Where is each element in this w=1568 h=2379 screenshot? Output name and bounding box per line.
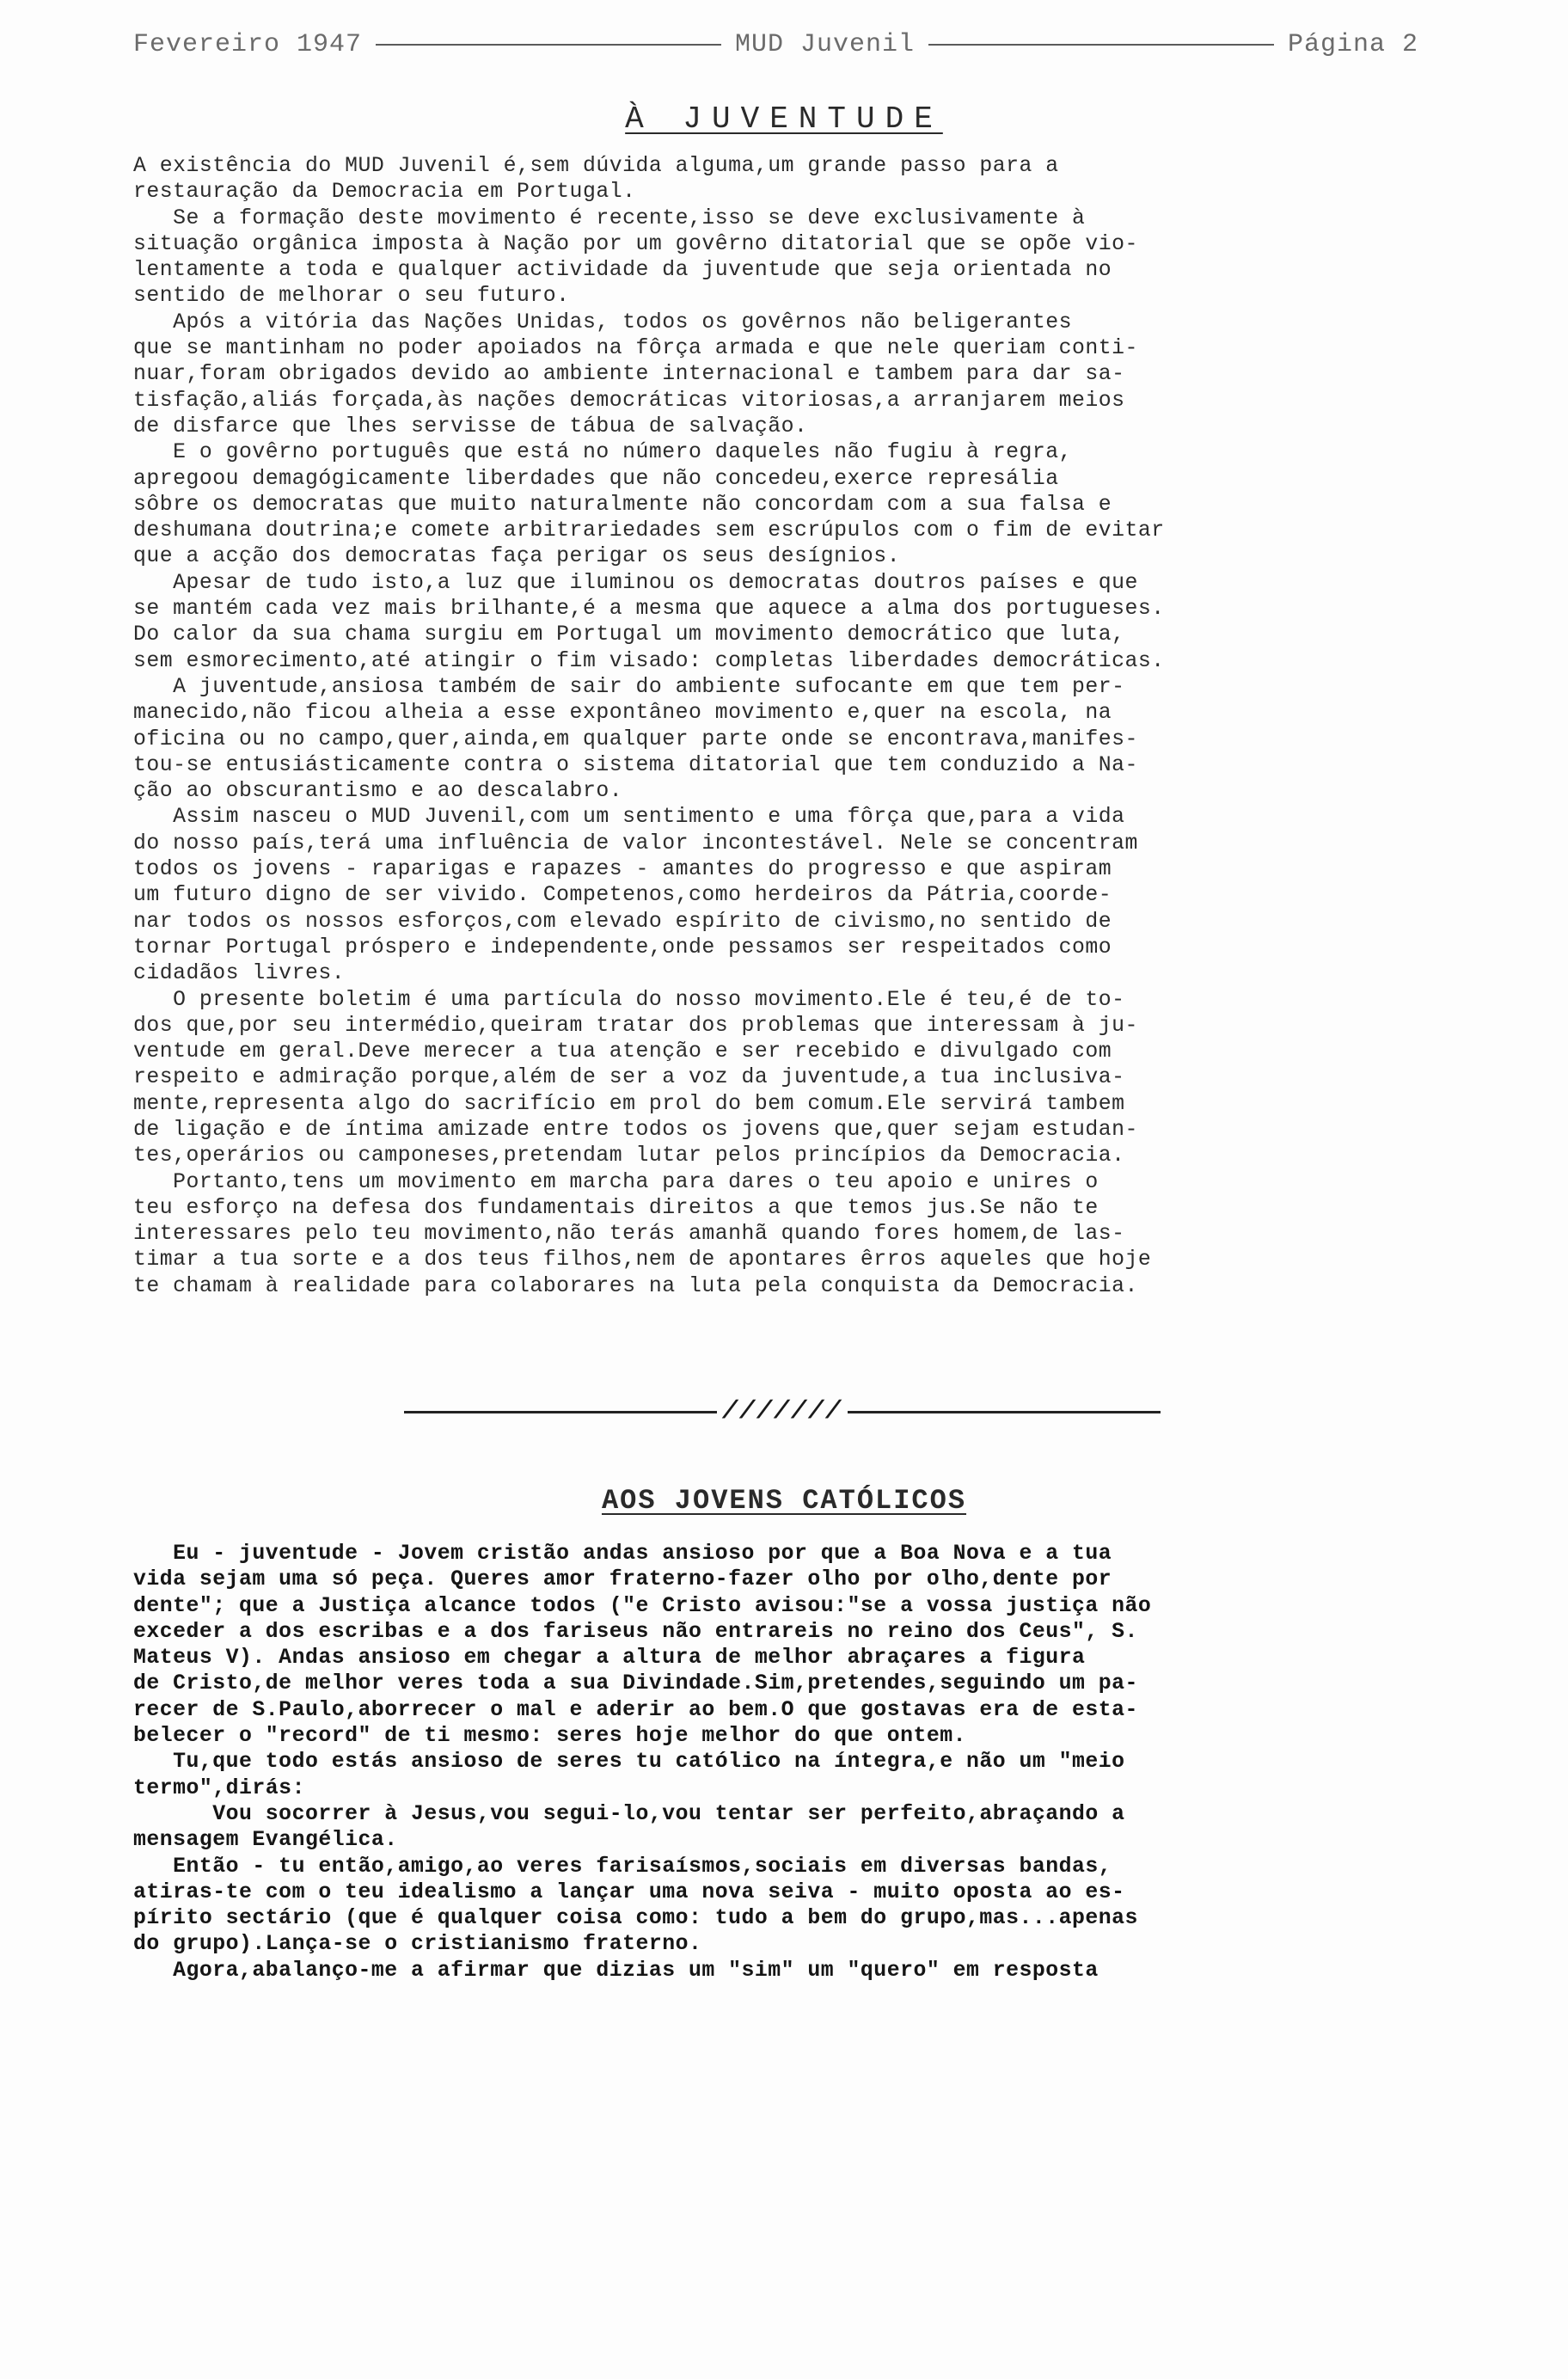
- article-title-jovens-catolicos: AOS JOVENS CATÓLICOS: [601, 1485, 967, 1517]
- separator-line-right: [848, 1411, 1161, 1413]
- header-rule-left: [376, 44, 721, 46]
- section-separator: [404, 1397, 1161, 1426]
- article-body-juventude: A existência do MUD Juvenil é,sem dúvida alguma,um grande passo para a restauração da Democracia em Portugal. Se a formação deste movimento é recente,isso se deve exclusivamente à situação orgânica imposta à Nação por um govêrno ditatorial que se opõe vio- lentamente a toda e qualquer actividade da juventude que seja orientada no sentido de melhorar o seu futuro. Após a vitória das Nações Unidas, todos os govêrnos não beligerantes que se mantinham no poder apoiados na fôrça armada e que nele queriam conti- nuar,foram obrigados devido ao ambiente internacional e tambem para dar sa- tisfação,aliás forçada,às nações democráticas vitoriosas,a arranjarem meios de disfarce que lhes servisse de tábua de salvação. E o govêrno português que está no número daqueles não fugiu à regra, apregoou demagógicamente liberdades que não concedeu,exerce represália sôbre os democratas que muito naturalmente não concordam com a sua falsa e deshumana doutrina;e comete arbitrariedades sem escrúpulos com o fim de evitar que a acção dos democratas faça perigar os seus desígnios. Apesar de tudo isto,a luz que iluminou os democratas doutros países e que se mantém cada vez mais brilhante,é a mesma que aquece a alma dos portugueses. Do calor da sua chama surgiu em Portugal um movimento democrático que luta, sem esmorecimento,até atingir o fim visado: completas liberdades democráticas. A juventude,ansiosa também de sair do ambiente sufocante em que tem per- manecido,não ficou alheia a esse expontâneo movimento e,quer na escola, na oficina ou no campo,quer,ainda,em qualquer parte onde se encontrava,manifes- tou-se entusiásticamente contra o sistema ditatorial que tem conduzido a Na- ção ao obscurantismo e ao descalabro. Assim nasceu o MUD Juvenil,com um sentimento e uma fôrça que,para a vida do nosso país,terá uma influência de valor incontestável. Nele se concentram todos os jovens - raparigas e rapazes - amantes do progresso e que aspiram um futuro digno de ser vivido. Competenos,como herdeiros da Pátria,coorde- nar todos os nossos esforços,com elevado espírito de civismo,no sentido de tornar Portugal próspero e independente,onde pessamos ser respeitados como cidadãos livres. O presente boletim é uma partícula do nosso movimento.Ele é teu,é de to- dos que,por seu intermédio,queiram tratar dos problemas que interessam à ju- ventude em geral.Deve merecer a tua atenção e ser recebido e divulgado com respeito e admiração porque,além de ser a voz da juventude,a tua inclusiva- mente,representa algo do sacrifício em prol do bem comum.Ele servirá tambem de ligação e de íntima amizade entre todos os jovens que,quer sejam estudan- tes,operários ou camponeses,pretendam lutar pelos princípios da Democracia. Portanto,tens um movimento em marcha para dares o teu apoio e unires o teu esforço na defesa dos fundamentais direitos a que temos jus.Se não te interessares pelo teu movimento,não terás amanhã quando fores homem,de las- timar a tua sorte e a dos teus filhos,nem de apontares êrros aqueles que hoje te chamam à realidade para colaborares na luta pela conquista da Democracia.: [133, 154, 1165, 1298]
- header-date: Fevereiro 1947: [133, 30, 363, 59]
- article-title-juventude: À JUVENTUDE: [625, 101, 943, 137]
- header-rule-right: [928, 44, 1274, 46]
- separator-mark: ///////: [721, 1397, 843, 1426]
- header-publication: MUD Juvenil: [734, 30, 916, 59]
- separator-line-left: [404, 1411, 717, 1413]
- page-header: [133, 24, 1418, 65]
- header-page-number: Página 2: [1287, 30, 1418, 59]
- article-body-jovens-catolicos: Eu - juventude - Jovem cristão andas ansioso por que a Boa Nova e a tua vida sejam uma só peça. Queres amor fraterno-fazer olho por olho,dente por dente"; que a Justiça alcance todos ("e Cristo avisou:"se a vossa justiça não exceder a dos escribas e a dos fariseus não entrareis no reino dos Ceus", S. Mateus V). Andas ansioso em chegar a altura de melhor abraçares a figura de Cristo,de melhor veres toda a sua Divindade.Sim,pretendes,seguindo um pa- recer de S.Paulo,aborrecer o mal e aderir ao bem.O que gostavas era de esta- belecer o "record" de ti mesmo: seres hoje melhor do que ontem. Tu,que todo estás ansioso de seres tu católico na íntegra,e não um "meio termo",dirás: Vou socorrer à Jesus,vou segui-lo,vou tentar ser perfeito,abraçando a mensagem Evangélica. Então - tu então,amigo,ao veres farisaísmos,sociais em diversas bandas, atiras-te com o teu idealismo a lançar uma nova seiva - muito oposta ao es- pírito sectário (que é qualquer coisa como: tudo a bem do grupo,mas...apenas do grupo).Lança-se o cristianismo fraterno. Agora,abalanço-me a afirmar que dizias um "sim" um "quero" em resposta: [133, 1542, 1152, 1983]
